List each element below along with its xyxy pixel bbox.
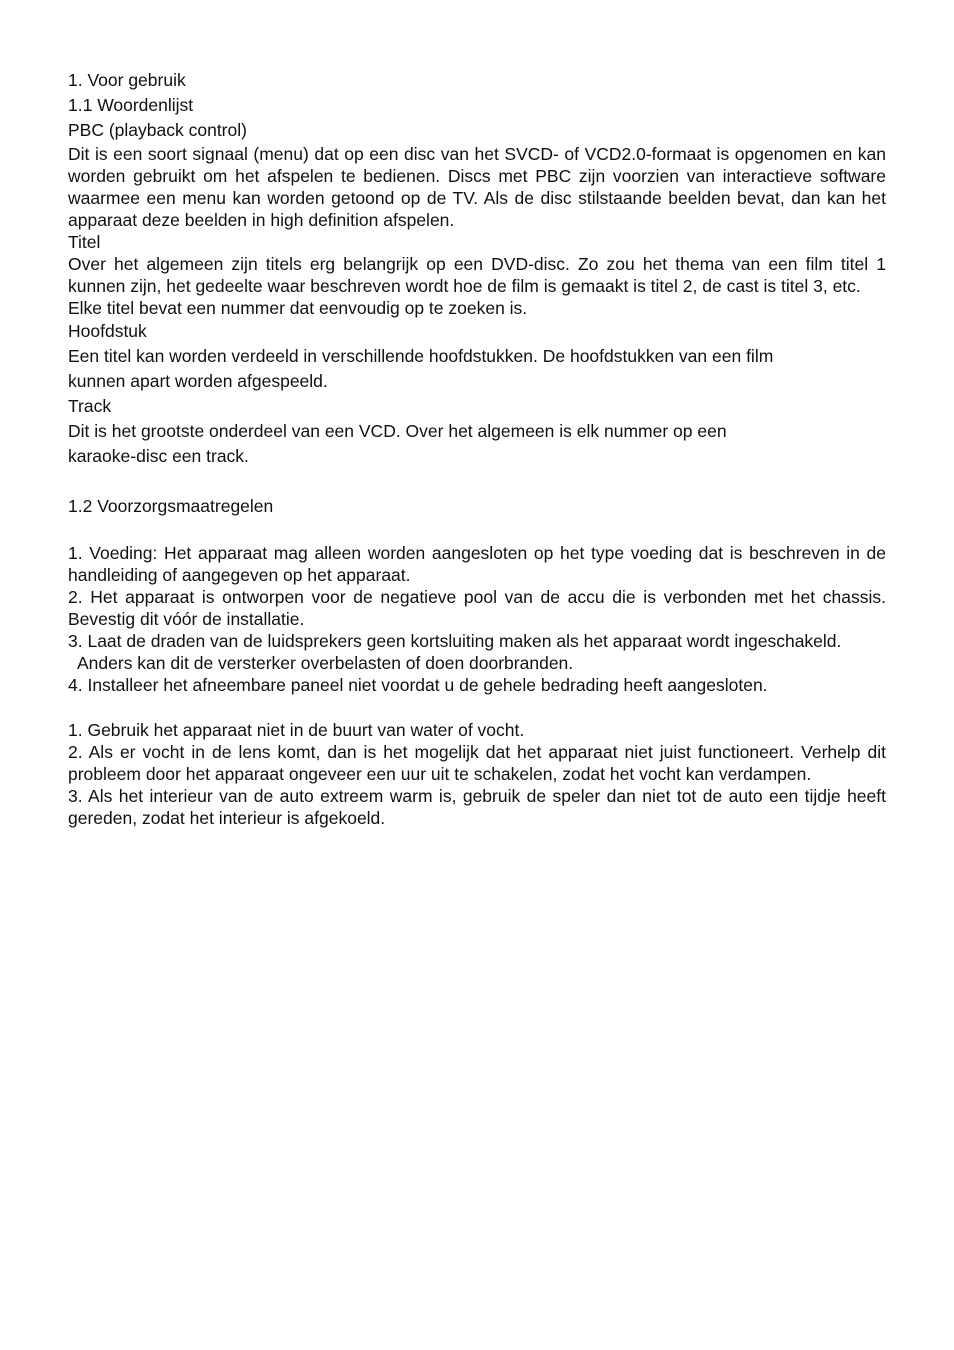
spacer (68, 519, 886, 542)
definition-titel: Over het algemeen zijn titels erg belangrijk op een DVD-disc. Zo zou het thema van een film titel 1 kunnen zijn, het gedeelte waar beschreven wordt hoe de film is gemaakt is titel 2, de cast is titel 3, etc. (68, 254, 886, 296)
usage-item-2: 2. Als er vocht in de lens komt, dan is het mogelijk dat het apparaat niet juist functioneert. Verhelp dit probleem door het apparaat ongeveer een uur uit te schakelen, zodat het vocht kan verdampen. (68, 742, 886, 784)
precaution-item-3-note: Anders kan dit de versterker overbelasten of doen doorbranden. (77, 653, 574, 673)
spacer (68, 696, 886, 719)
precautions-title: 1.2 Voorzorgsmaatregelen (68, 496, 274, 516)
definition-hoofdstuk-line-2: kunnen apart worden afgespeeld. (68, 371, 328, 391)
precaution-item-2: 2. Het apparaat is ontworpen voor de negatieve pool van de accu die is verbonden met het chassis. Bevestig dit vóór de installatie. (68, 587, 886, 629)
glossary-subtitle: 1.1 Woordenlijst (68, 95, 194, 115)
term-pbc: PBC (playback control) (68, 120, 247, 140)
spacer (68, 469, 886, 494)
definition-hoofdstuk-line-1: Een titel kan worden verdeeld in verschillende hoofdstukken. De hoofdstukken van een film (68, 346, 774, 366)
precaution-item-3: 3. Laat de draden van de luidsprekers geen kortsluiting maken als het apparaat wordt ingeschakeld. (68, 631, 842, 651)
definition-track-line-2: karaoke-disc een track. (68, 446, 249, 466)
term-titel: Titel (68, 232, 101, 252)
section-title: 1. Voor gebruik (68, 70, 186, 90)
definition-track-line-1: Dit is het grootste onderdeel van een VCD. Over het algemeen is elk nummer op een (68, 421, 727, 441)
usage-item-3: 3. Als het interieur van de auto extreem warm is, gebruik de speler dan niet tot de auto een tijdje heeft gereden, zodat het interieur is afgekoeld. (68, 786, 886, 828)
precaution-item-1: 1. Voeding: Het apparaat mag alleen worden aangesloten op het type voeding dat is beschreven in de handleiding of aangegeven op het apparaat. (68, 543, 886, 585)
definition-pbc: Dit is een soort signaal (menu) dat op een disc van het SVCD- of VCD2.0-formaat is opgenomen en kan worden gebruikt om het afspelen te bedienen. Discs met PBC zijn voorzien van interactieve software waarmee een menu kan worden getoond op de TV. Als de disc stilstaande beelden bevat, dan kan het apparaat deze beelden in high definition afspelen. (68, 144, 886, 230)
definition-titel-extra: Elke titel bevat een nummer dat eenvoudig op te zoeken is. (68, 298, 528, 318)
usage-item-1: 1. Gebruik het apparaat niet in de buurt van water of vocht. (68, 720, 525, 740)
term-track: Track (68, 396, 112, 416)
term-hoofdstuk: Hoofdstuk (68, 321, 147, 341)
document-page (68, 68, 886, 829)
precaution-item-4: 4. Installeer het afneembare paneel niet voordat u de gehele bedrading heeft aangesloten. (68, 675, 768, 695)
